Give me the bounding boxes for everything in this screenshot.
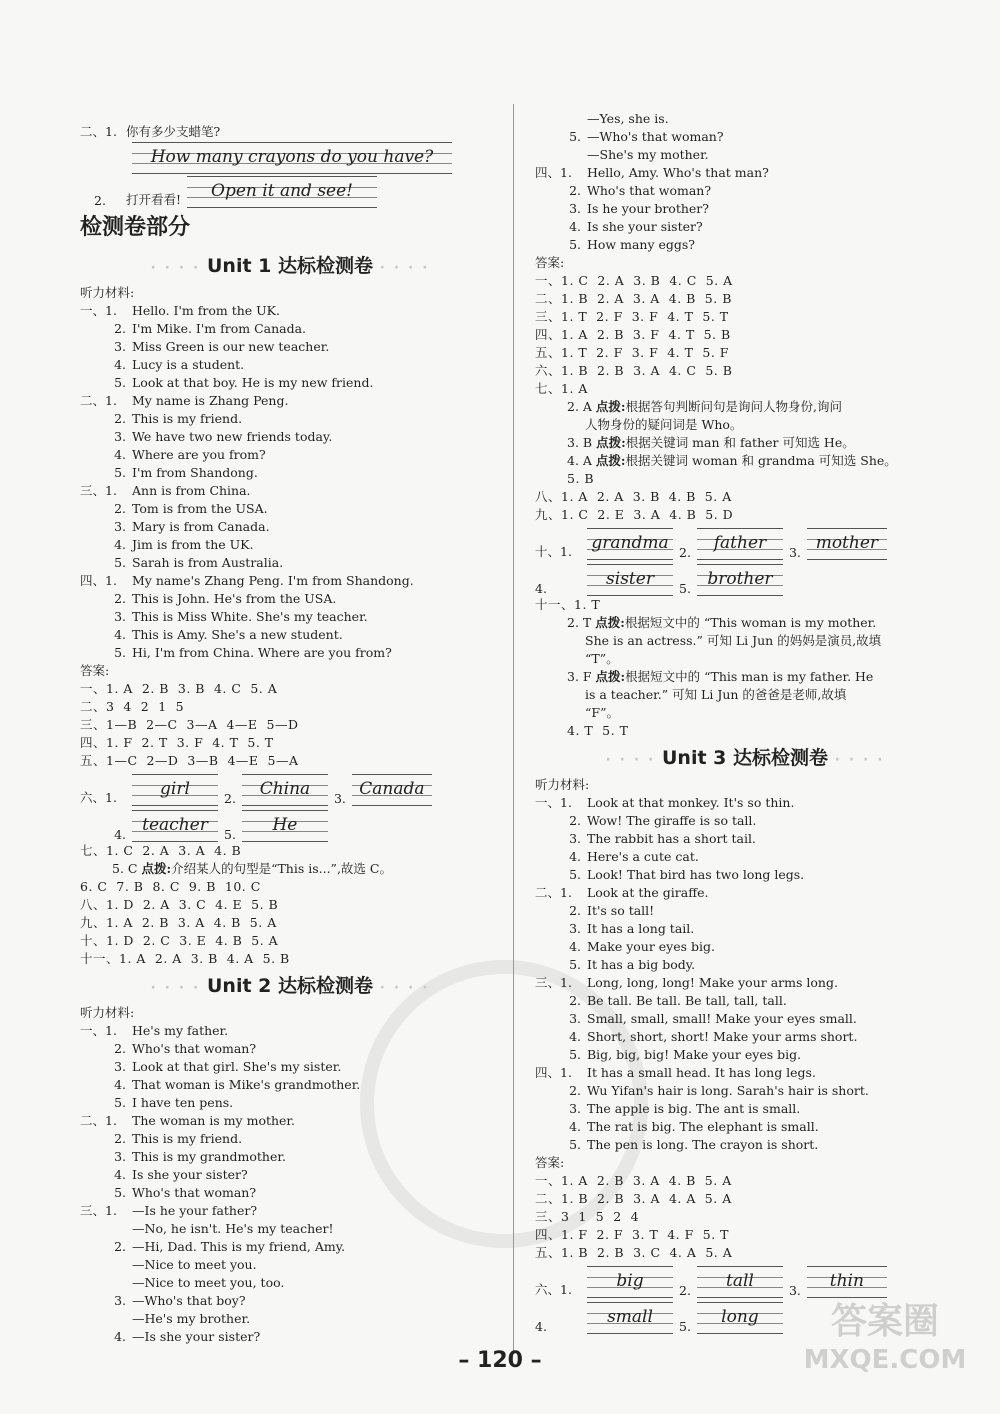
item-text: Here's a cute cat.	[587, 849, 699, 864]
answer-line: 八、1. D 2. A 3. C 4. E 5. B	[80, 897, 279, 912]
item-text: Mary is from Canada.	[132, 519, 270, 534]
item-text: Ann is from China.	[132, 483, 251, 498]
item-number: 4.	[569, 849, 581, 864]
list-item	[535, 182, 955, 200]
list-item	[535, 830, 955, 848]
hint-line-cont: “T”。	[585, 651, 619, 666]
item-number: 2.	[114, 1041, 126, 1056]
answer-line: 5. B	[567, 471, 595, 486]
list-item	[80, 410, 500, 428]
list-item	[535, 146, 955, 164]
item-text: Where are you from?	[132, 447, 266, 462]
list-item	[80, 1202, 500, 1220]
decor-dots: · · · ·	[150, 260, 201, 276]
handwriting-box: He	[242, 810, 328, 842]
item-number: 4.	[569, 1119, 581, 1134]
item-text: —She's my mother.	[587, 147, 709, 162]
unit-2-title: · · · · Unit 2 达标检测卷 · · · ·	[150, 975, 430, 997]
handwriting-box: How many crayons do you have?	[132, 142, 452, 174]
item-text: Hello, Amy. Who's that man?	[587, 165, 769, 180]
item-text: Be tall. Be tall. Be tall, tall, tall.	[587, 993, 787, 1008]
item-number: 4.	[114, 537, 126, 552]
item-number: 2.	[114, 1239, 126, 1254]
decor-dots: · · · ·	[379, 260, 430, 276]
item-number: 2.	[114, 501, 126, 516]
item-text: Is he your brother?	[587, 201, 709, 216]
handwriting-box: small	[587, 1302, 673, 1334]
item-text: This is John. He's from the USA.	[132, 591, 337, 606]
list-item	[80, 428, 500, 446]
answers-label: 答案:	[535, 255, 565, 270]
list-item	[535, 1136, 955, 1154]
page-number: – 120 –	[458, 1348, 542, 1373]
handwriting-box: father	[697, 528, 783, 560]
item-number: 4.	[114, 1077, 126, 1092]
item-text: —No, he isn't. He's my teacher!	[132, 1221, 334, 1236]
top-item-1-handwriting	[80, 140, 500, 174]
item-text: How many eggs?	[587, 237, 696, 252]
item-number: 4.	[114, 1329, 126, 1344]
list-item	[80, 644, 500, 662]
item-number: 3.	[114, 429, 126, 444]
item-text: Hello. I'm from the UK.	[132, 303, 280, 318]
list-item	[535, 956, 955, 974]
item-number: 二、1.	[80, 393, 117, 408]
unit-2-ten-row2: 4. sister 5. brother	[535, 560, 955, 596]
answer-line: 二、1. B 2. A 3. A 4. B 5. B	[535, 291, 732, 306]
item-number: 3.	[114, 609, 126, 624]
item-text: —Is she your sister?	[132, 1329, 261, 1344]
list-item	[80, 1094, 500, 1112]
listening-label: 听力材料:	[535, 777, 590, 792]
answer-line: 三、3 1 5 2 4	[535, 1209, 640, 1224]
item-number: 2.	[114, 321, 126, 336]
item-number: 5.	[569, 129, 581, 144]
unit-3-answers	[535, 1172, 955, 1262]
item-text: —Yes, she is.	[587, 111, 669, 126]
list-item	[535, 1100, 955, 1118]
list-item	[80, 1148, 500, 1166]
item-text: Is she your sister?	[587, 219, 703, 234]
item-number: 5.	[114, 465, 126, 480]
list-item	[535, 1046, 955, 1064]
answer-line: 二、3 4 2 1 5	[80, 699, 185, 714]
item-number: 四、1.	[535, 165, 572, 180]
hint-line-cont: “F”。	[585, 705, 619, 720]
handwriting-box: thin	[807, 1266, 887, 1298]
item-text: Jim is from the UK.	[132, 537, 254, 552]
item-number: 3.	[569, 1011, 581, 1026]
item-text: Wu Yifan's hair is long. Sarah's hair is short.	[587, 1083, 869, 1098]
item-number: 2.	[569, 183, 581, 198]
item-number: 3.	[569, 1101, 581, 1116]
item-text: We have two new friends today.	[132, 429, 333, 444]
list-item	[80, 572, 500, 590]
unit-3-listening	[535, 794, 955, 1154]
list-item	[535, 164, 955, 182]
left-column	[80, 104, 500, 1346]
answer-line: 四、1. F 2. F 3. T 4. F 5. T	[535, 1227, 729, 1242]
hint-line-cont: is a teacher.” 可知 Li Jun 的爸爸是老师,故填	[585, 687, 847, 702]
list-item	[535, 866, 955, 884]
list-item	[535, 1028, 955, 1046]
answer-line: 六、1. B 2. B 3. A 4. C 5. B	[535, 363, 733, 378]
list-item	[80, 356, 500, 374]
unit-3-six-row2: 4. small 5. long	[535, 1298, 955, 1334]
answer-line: 七、1. C 2. A 3. A 4. B	[80, 843, 242, 858]
list-item	[80, 482, 500, 500]
answers-label: 答案:	[80, 663, 110, 678]
answer-line: 十一、1. T	[535, 597, 601, 612]
answer-line: 6. C 7. B 8. C 9. B 10. C	[80, 879, 261, 894]
list-item	[80, 338, 500, 356]
unit-2-ten-row1: 十、1. grandma 2. father 3. mother	[535, 524, 955, 560]
item-number: 5.	[569, 867, 581, 882]
item-number: 三、1.	[535, 975, 572, 990]
item-number: 4.	[114, 1167, 126, 1182]
item-text: It's so tall!	[587, 903, 655, 918]
item-number: 5.	[114, 645, 126, 660]
item-text: My name's Zhang Peng. I'm from Shandong.	[132, 573, 414, 588]
list-item	[80, 320, 500, 338]
list-item	[80, 302, 500, 320]
list-item	[80, 392, 500, 410]
answer-line: 九、1. C 2. E 3. A 4. B 5. D	[535, 507, 734, 522]
item-text: —He's my brother.	[132, 1311, 251, 1326]
list-item	[535, 920, 955, 938]
answer-line: 一、1. A 2. B 3. B 4. C 5. A	[80, 681, 278, 696]
list-item	[80, 1166, 500, 1184]
item-number: 2.	[114, 591, 126, 606]
list-item	[535, 1064, 955, 1082]
item-text: Who's that woman?	[132, 1041, 257, 1056]
unit-2-listening-cont	[535, 110, 955, 254]
item-number: 三、1.	[80, 1203, 117, 1218]
item-number: 2.	[569, 993, 581, 1008]
list-item	[535, 1118, 955, 1136]
list-item	[80, 446, 500, 464]
list-item	[535, 1082, 955, 1100]
unit-1-answers-cont	[80, 878, 500, 968]
item-text: Small, small, small! Make your eyes small.	[587, 1011, 857, 1026]
list-item	[535, 812, 955, 830]
answers-label: 答案:	[535, 1155, 565, 1170]
section-title: 检测卷部分	[80, 215, 191, 240]
top-item-1: 二、1. 你有多少支蜡笔?	[80, 124, 221, 139]
list-item	[535, 1010, 955, 1028]
listening-label: 听力材料:	[80, 285, 135, 300]
unit-3-six-row1: 六、1. big 2. tall 3. thin	[535, 1262, 955, 1298]
item-number: 3.	[114, 1059, 126, 1074]
item-text: This is Miss White. She's my teacher.	[132, 609, 368, 624]
item-number: 5.	[569, 957, 581, 972]
list-item	[80, 500, 500, 518]
answer-line: 一、1. A 2. B 3. A 4. B 5. A	[535, 1173, 732, 1188]
item-text: —Nice to meet you, too.	[132, 1275, 285, 1290]
answer-line: 八、1. A 2. A 3. B 4. B 5. A	[535, 489, 732, 504]
list-item	[535, 902, 955, 920]
item-number: 4.	[569, 1029, 581, 1044]
item-number: 5.	[569, 1047, 581, 1062]
hint-line-cont: She is an actress.” 可知 Li Jun 的妈妈是演员,故填	[585, 633, 882, 648]
list-item	[535, 884, 955, 902]
hint-line: 3. B 点拨:根据关键词 man 和 father 可知选 He。	[567, 435, 855, 450]
item-number: 2.	[114, 1131, 126, 1146]
list-item	[80, 1184, 500, 1202]
list-item	[535, 110, 955, 128]
watermark-logo: 答案圈 MXQE.COM	[803, 1301, 967, 1375]
item-number: 3.	[569, 831, 581, 846]
item-number: 四、1.	[535, 1065, 572, 1080]
handwriting-box: teacher	[132, 810, 218, 842]
hint-line-cont: 人物身份的疑问词是 Who。	[585, 417, 743, 432]
item-number: 4.	[114, 447, 126, 462]
decor-dots: · · · ·	[834, 752, 885, 768]
item-text: Who's that woman?	[132, 1185, 257, 1200]
item-text: Lucy is a student.	[132, 357, 245, 372]
handwriting-box: sister	[587, 564, 673, 596]
answer-line: 十一、1. A 2. A 3. B 4. A 5. B	[80, 951, 290, 966]
item-number: 一、1.	[80, 303, 117, 318]
item-text: —Is he your father?	[132, 1203, 258, 1218]
item-text: The rabbit has a short tail.	[587, 831, 756, 846]
item-number: 2.	[569, 813, 581, 828]
list-item	[80, 1076, 500, 1094]
list-item	[80, 1328, 500, 1346]
list-item	[80, 1310, 500, 1328]
hint-line: 4. A 点拨:根据关键词 woman 和 grandma 可知选 She。	[567, 453, 897, 468]
list-item	[80, 608, 500, 626]
decor-dots: · · · ·	[379, 980, 430, 996]
list-item	[80, 1040, 500, 1058]
list-item	[535, 200, 955, 218]
answer-line: 十、1. D 2. C 3. E 4. B 5. A	[80, 933, 279, 948]
item-text: Is she your sister?	[132, 1167, 248, 1182]
list-item	[80, 374, 500, 392]
item-text: The rat is big. The elephant is small.	[587, 1119, 819, 1134]
item-number: 2.	[569, 903, 581, 918]
unit-1-six-row1: 六、1. girl 2. China 3. Canada	[80, 770, 500, 806]
list-item	[535, 128, 955, 146]
item-number: 二、1.	[535, 885, 572, 900]
unit-1-listening	[80, 302, 500, 662]
item-text: Miss Green is our new teacher.	[132, 339, 330, 354]
list-item	[80, 1220, 500, 1238]
hint-line: 2. A 点拨:根据答句判断问句是询问人物身份,询问	[567, 399, 843, 414]
item-number: 4.	[569, 939, 581, 954]
list-item	[80, 464, 500, 482]
answer-line: 四、1. A 2. B 3. F 4. T 5. B	[535, 327, 731, 342]
item-text: Tom is from the USA.	[132, 501, 268, 516]
item-number: 5.	[569, 237, 581, 252]
answer-line: 七、1. A	[535, 381, 588, 396]
column-divider	[513, 104, 514, 1354]
unit-2-answers	[535, 272, 955, 398]
item-text: Look at that monkey. It's so thin.	[587, 795, 795, 810]
item-text: —Nice to meet you.	[132, 1257, 257, 1272]
list-item	[80, 1058, 500, 1076]
list-item	[535, 236, 955, 254]
answer-line: 九、1. A 2. B 3. A 4. B 5. A	[80, 915, 277, 930]
list-item	[535, 992, 955, 1010]
item-text: Hi, I'm from China. Where are you from?	[132, 645, 392, 660]
item-text: My name is Zhang Peng.	[132, 393, 289, 408]
unit-3-title: · · · · Unit 3 达标检测卷 · · · ·	[605, 747, 885, 769]
item-number: 3.	[114, 1293, 126, 1308]
list-item	[80, 1022, 500, 1040]
item-number: 一、1.	[535, 795, 572, 810]
answer-line: 二、1. B 2. B 3. A 4. A 5. A	[535, 1191, 732, 1206]
unit-1-title: · · · · Unit 1 达标检测卷 · · · ·	[150, 255, 430, 277]
item-text: Big, big, big! Make your eyes big.	[587, 1047, 802, 1062]
handwriting-box: mother	[807, 528, 887, 560]
item-number: 二、1.	[80, 1113, 117, 1128]
answer-line: 三、1—B 2—C 3—A 4—E 5—D	[80, 717, 299, 732]
item-number: 3.	[114, 339, 126, 354]
item-number: 5.	[114, 1095, 126, 1110]
answer-line: 4. T 5. T	[567, 723, 629, 738]
handwriting-box: big	[587, 1266, 673, 1298]
answer-line: 四、1. F 2. T 3. F 4. T 5. T	[80, 735, 274, 750]
answer-line: 一、1. C 2. A 3. B 4. C 5. A	[535, 273, 733, 288]
item-text: This is my friend.	[132, 1131, 243, 1146]
hint-line: 5. C 点拨:介绍某人的句型是“This is...”,故选 C。	[112, 861, 392, 876]
handwriting-box: long	[697, 1302, 783, 1334]
item-text: Wow! The giraffe is so tall.	[587, 813, 757, 828]
answer-line: 五、1. T 2. F 3. F 4. T 5. F	[535, 345, 729, 360]
handwriting-box: tall	[697, 1266, 783, 1298]
item-number: 4.	[569, 219, 581, 234]
list-item	[80, 1112, 500, 1130]
list-item	[80, 626, 500, 644]
item-number: 2.	[569, 1083, 581, 1098]
list-item	[80, 1292, 500, 1310]
item-text: The pen is long. The crayon is short.	[587, 1137, 819, 1152]
item-text: Long, long, long! Make your arms long.	[587, 975, 838, 990]
item-text: Look at the giraffe.	[587, 885, 709, 900]
item-number: 3.	[114, 519, 126, 534]
item-text: The apple is big. The ant is small.	[587, 1101, 801, 1116]
item-number: 一、1.	[80, 1023, 117, 1038]
item-text: Who's that woman?	[587, 183, 712, 198]
list-item	[80, 536, 500, 554]
handwriting-box: Canada	[352, 774, 432, 806]
item-number: 5.	[114, 555, 126, 570]
item-text: It has a long tail.	[587, 921, 695, 936]
item-text: Look at that girl. She's my sister.	[132, 1059, 342, 1074]
item-text: This is my friend.	[132, 411, 243, 426]
list-item	[80, 1238, 500, 1256]
unit-1-six-row2: 4. teacher 5. He	[80, 806, 500, 842]
list-item	[80, 590, 500, 608]
item-text: Look at that boy. He is my new friend.	[132, 375, 374, 390]
list-item	[80, 1274, 500, 1292]
item-text: Short, short, short! Make your arms short.	[587, 1029, 858, 1044]
unit-1-answers	[80, 680, 500, 770]
handwriting-box: brother	[697, 564, 783, 596]
item-text: This is my grandmother.	[132, 1149, 286, 1164]
list-item	[535, 974, 955, 992]
item-number: 3.	[569, 201, 581, 216]
list-item	[80, 1256, 500, 1274]
item-text: He's my father.	[132, 1023, 229, 1038]
item-number: 3.	[114, 1149, 126, 1164]
unit-2-listening	[80, 1022, 500, 1346]
item-number: 四、1.	[80, 573, 117, 588]
right-column	[535, 110, 955, 1334]
item-number: 3.	[569, 921, 581, 936]
item-text: —Who's that boy?	[132, 1293, 246, 1308]
item-text: This is Amy. She's a new student.	[132, 627, 343, 642]
item-number: 5.	[114, 1185, 126, 1200]
item-number: 5.	[114, 375, 126, 390]
list-item	[80, 1130, 500, 1148]
item-number: 5.	[569, 1137, 581, 1152]
item-text: Look! That bird has two long legs.	[587, 867, 805, 882]
top-item-2: 2. 打开看看! Open it and see!	[80, 174, 500, 208]
decor-dots: · · · ·	[605, 752, 656, 768]
list-item	[80, 554, 500, 572]
answer-line: 五、1. B 2. B 3. C 4. A 5. A	[535, 1245, 733, 1260]
handwriting-box: grandma	[587, 528, 673, 560]
handwriting-box: China	[242, 774, 328, 806]
item-text: The woman is my mother.	[132, 1113, 296, 1128]
listening-label: 听力材料:	[80, 1005, 135, 1020]
item-text: I'm Mike. I'm from Canada.	[132, 321, 307, 336]
hint-line: 2. T 点拨:根据短文中的 “This woman is my mother.	[567, 615, 877, 630]
item-number: 4.	[114, 627, 126, 642]
item-number: 三、1.	[80, 483, 117, 498]
item-text: —Hi, Dad. This is my friend, Amy.	[132, 1239, 346, 1254]
list-item	[535, 794, 955, 812]
answer-line: 三、1. T 2. F 3. F 4. T 5. T	[535, 309, 729, 324]
list-item	[535, 218, 955, 236]
handwriting-box: Open it and see!	[187, 176, 377, 208]
item-text: I have ten pens.	[132, 1095, 234, 1110]
item-text: It has a small head. It has long legs.	[587, 1065, 816, 1080]
hint-line: 3. F 点拨:根据短文中的 “This man is my father. He	[567, 669, 874, 684]
item-text: That woman is Mike's grandmother.	[132, 1077, 361, 1092]
decor-dots: · · · ·	[150, 980, 201, 996]
list-item	[535, 848, 955, 866]
item-text: —Who's that woman?	[587, 129, 724, 144]
handwriting-box: girl	[132, 774, 218, 806]
item-number: 2.	[114, 411, 126, 426]
item-text: I'm from Shandong.	[132, 465, 258, 480]
answer-line: 五、1—C 2—D 3—B 4—E 5—A	[80, 753, 299, 768]
item-text: Sarah is from Australia.	[132, 555, 284, 570]
list-item	[535, 938, 955, 956]
list-item	[80, 518, 500, 536]
item-text: It has a big body.	[587, 957, 696, 972]
item-number: 4.	[114, 357, 126, 372]
item-text: Make your eyes big.	[587, 939, 716, 954]
